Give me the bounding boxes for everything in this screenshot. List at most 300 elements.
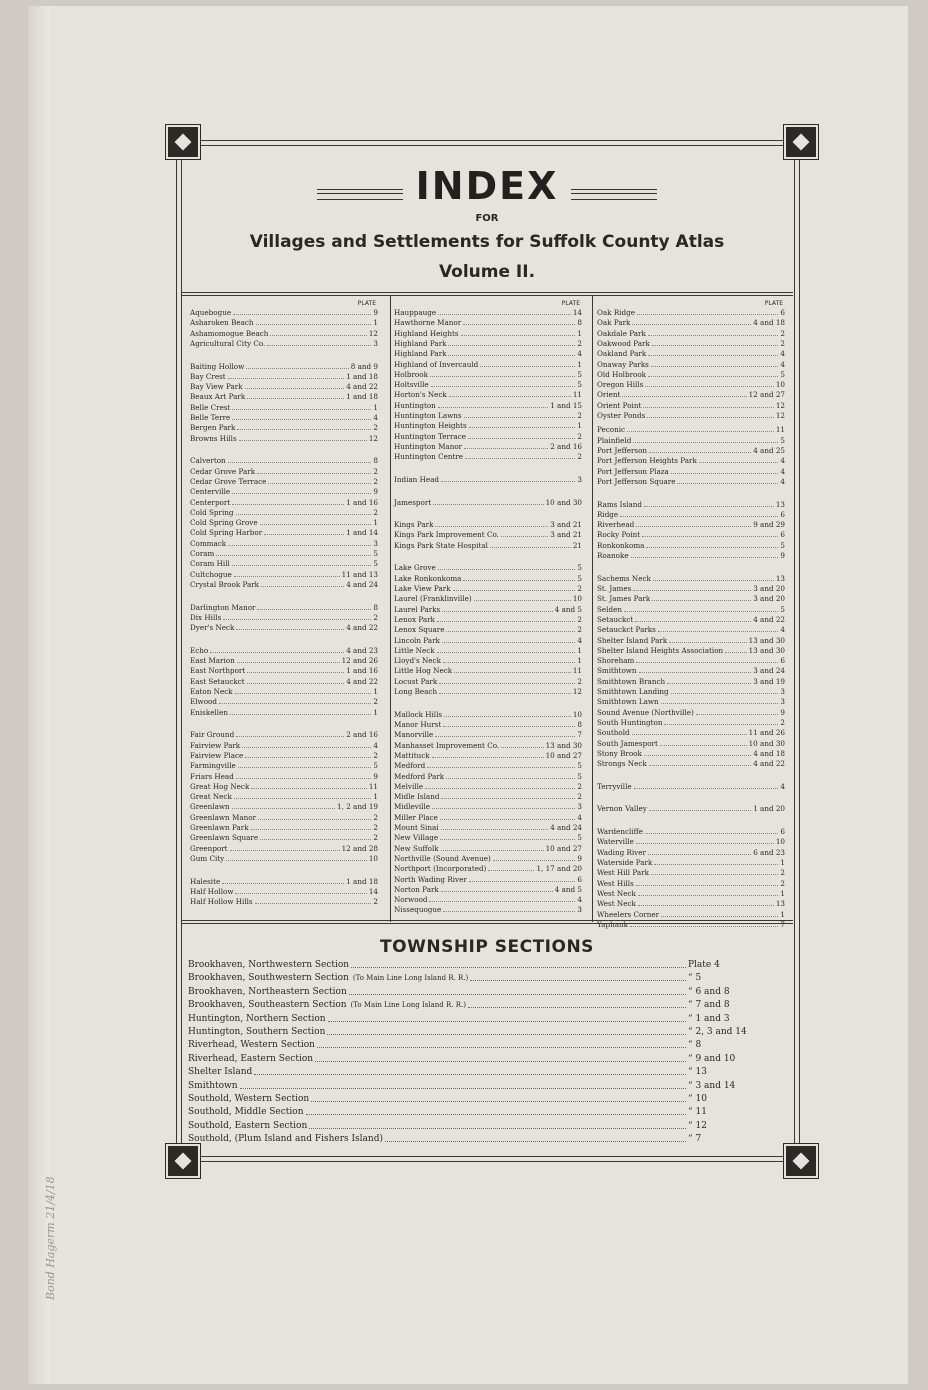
place-name: Sachems Neck (597, 573, 651, 583)
index-entry (394, 421, 582, 431)
plate-number: 4 (780, 359, 785, 369)
index-entry (597, 594, 785, 604)
place-name: Dyer's Neck (190, 623, 235, 633)
dot-leader (251, 782, 367, 789)
dot-leader (232, 487, 371, 494)
plate-number: 4 (780, 349, 785, 359)
plate-number: 6 (577, 874, 582, 884)
plate-number: 4 and 5 (554, 604, 582, 614)
index-entry (190, 403, 378, 413)
dot-leader (216, 549, 371, 556)
dot-leader (234, 570, 340, 577)
index-entry (394, 339, 582, 349)
dot-leader (256, 318, 372, 325)
township-row (188, 1120, 748, 1133)
place-name: Greenlawn Square (190, 833, 259, 843)
dot-leader (441, 885, 553, 892)
dot-leader (661, 697, 779, 704)
dot-leader (430, 370, 575, 377)
dot-leader (646, 541, 778, 548)
dot-leader (620, 510, 778, 517)
plate-number: 13 and 30 (748, 645, 785, 655)
dot-leader (639, 666, 752, 673)
place-name: Great Neck (190, 792, 232, 802)
dot-leader (633, 584, 751, 591)
plate-number: 3 (577, 474, 582, 484)
index-entry (597, 456, 785, 466)
index-entry (190, 603, 378, 613)
plate-number: 4 and 22 (753, 759, 785, 769)
dot-leader (242, 741, 371, 748)
plate-number: 2 (373, 612, 378, 622)
place-name: Shelter Island Heights Association (597, 645, 724, 655)
dot-leader (648, 370, 778, 377)
plate-number: 8 (373, 602, 378, 612)
index-entry (190, 362, 378, 372)
dot-leader (463, 574, 575, 581)
plate-number: 6 (780, 656, 785, 666)
place-name: Fairview Place (190, 750, 244, 760)
plate-number: 2 (373, 897, 378, 907)
plate-number: 13 and 30 (545, 740, 582, 750)
dot-leader (636, 520, 751, 527)
plate-number: 2 (577, 614, 582, 624)
index-entry (190, 730, 378, 740)
dot-leader (315, 1053, 686, 1062)
place-name: Strongs Neck (597, 759, 647, 769)
dot-leader (270, 329, 367, 336)
index-entry (190, 833, 378, 843)
dot-leader (461, 329, 576, 336)
plate-number: 2 (577, 452, 582, 462)
township-plate: “ 3 and 14 (688, 1080, 736, 1091)
place-name: Port Jefferson Square (597, 476, 676, 486)
plate-number: 1 (373, 792, 378, 802)
dot-leader (440, 813, 575, 820)
dot-leader (328, 1013, 686, 1022)
index-entry (190, 549, 378, 559)
dot-leader (651, 360, 779, 367)
plate-number: 1 (577, 359, 582, 369)
index-entry (190, 372, 378, 382)
plate-number: 1 (780, 858, 785, 868)
dot-leader (642, 530, 778, 537)
dot-leader (425, 782, 575, 789)
township-name: Smithtown (188, 1080, 238, 1091)
index-entry (597, 879, 785, 889)
plate-number: 1 and 15 (550, 400, 582, 410)
dot-leader (448, 349, 575, 356)
dot-leader (631, 551, 779, 558)
plate-number: 2 (373, 697, 378, 707)
township-plate: “ 7 (688, 1134, 702, 1145)
index-entry (394, 498, 582, 508)
plate-number: 6 (780, 509, 785, 519)
index-entry (394, 390, 582, 400)
index-entry (190, 877, 378, 887)
dot-leader (268, 477, 371, 484)
table-rule (181, 292, 793, 293)
plate-number: 8 (577, 318, 582, 328)
plate-number: 5 (780, 604, 785, 614)
index-entry (190, 498, 378, 508)
township-row (188, 1039, 748, 1052)
dot-leader (443, 905, 575, 912)
index-entry (190, 508, 378, 518)
index-entry (190, 772, 378, 782)
township-name: Riverhead, Western Section (188, 1040, 315, 1051)
plate-number: 14 (572, 308, 582, 317)
dot-leader (236, 772, 372, 779)
index-entry (190, 897, 378, 907)
place-name: Cedar Grove Park (190, 466, 256, 476)
dot-leader (470, 972, 686, 981)
dot-leader (437, 615, 576, 622)
index-entry (394, 442, 582, 452)
index-entry (190, 741, 378, 751)
place-name: Lenox Square (394, 625, 445, 635)
dot-leader (226, 854, 367, 861)
plate-number: 5 (780, 540, 785, 550)
index-entry (190, 677, 378, 687)
place-name: Manorville (394, 730, 434, 740)
plate-number: 4 (577, 895, 582, 905)
place-name: Ashamomogue Beach (190, 328, 269, 338)
dot-leader (627, 425, 774, 432)
dot-leader (464, 442, 548, 449)
index-entry (394, 452, 582, 462)
plate-number: 2 (780, 717, 785, 727)
index-entry (597, 687, 785, 697)
place-name: Nissequogue (394, 905, 442, 915)
column-divider (390, 296, 391, 922)
index-entry (190, 802, 378, 812)
index-entry (190, 392, 378, 402)
index-entry (597, 574, 785, 584)
place-name: Terryville (597, 781, 632, 791)
plate-number: 2 (780, 338, 785, 348)
dot-leader (427, 761, 575, 768)
index-column-1 (190, 300, 378, 920)
plate-number: 3 (577, 905, 582, 915)
dot-leader (661, 910, 778, 917)
plate-number: 9 (373, 771, 378, 781)
dot-leader (633, 436, 778, 443)
place-name: Bay View Park (190, 382, 243, 392)
dot-leader (441, 823, 549, 830)
plate-number: 2 (577, 781, 582, 791)
plate-number: 2 (577, 411, 582, 420)
plate-number: 3 (577, 802, 582, 812)
dot-leader (232, 413, 371, 420)
place-name: Smithtown Branch (597, 676, 666, 686)
dot-leader (632, 728, 747, 735)
place-name: Southold (597, 728, 630, 738)
index-entry (597, 584, 785, 594)
dot-leader (465, 452, 575, 459)
index-entry (597, 615, 785, 625)
index-entry (597, 318, 785, 328)
index-entry (597, 889, 785, 899)
place-name: Hawthorne Manor (394, 318, 462, 328)
index-entry (597, 718, 785, 728)
ornament-corner-icon (166, 125, 200, 159)
dot-leader (385, 1133, 686, 1142)
place-name: West Hills (597, 878, 634, 888)
township-row (188, 1053, 748, 1066)
place-name: Fairview Park (190, 740, 241, 750)
dot-leader (453, 584, 576, 591)
plate-number: 1 (373, 707, 378, 717)
dot-leader (480, 360, 575, 367)
plate-number: 1 (577, 656, 582, 666)
dot-leader (251, 823, 372, 830)
dot-leader (219, 697, 371, 704)
index-entry (597, 446, 785, 456)
dot-leader (254, 1066, 686, 1075)
index-entry (190, 580, 378, 590)
township-name: Huntington, Northern Section (188, 1013, 326, 1024)
plate-number: 9 (373, 308, 378, 317)
township-name: Brookhaven, Southeastern Section (188, 1000, 347, 1011)
plate-number: 13 and 30 (748, 635, 785, 645)
plate-number: 1 (577, 328, 582, 338)
place-name: Lenox Park (394, 614, 435, 624)
index-entry (597, 467, 785, 477)
place-name: Oak Ridge (597, 308, 635, 317)
index-entry (190, 487, 378, 497)
section-rule (181, 923, 793, 924)
plate-number: 8 (577, 720, 582, 729)
place-name: Half Hollow Hills (190, 897, 253, 907)
dot-leader (438, 563, 576, 570)
dot-leader (442, 636, 576, 643)
place-name: Locust Park (394, 676, 438, 686)
place-name: Baiting Hollow (190, 361, 245, 371)
place-name: West Neck (597, 899, 636, 909)
township-row (188, 986, 748, 999)
plate-number: 5 (577, 369, 582, 379)
plate-number: 2 (373, 423, 378, 433)
index-entry (394, 584, 582, 594)
dot-leader (238, 761, 372, 768)
place-name: Calverton (190, 456, 226, 466)
plate-number: 12 (775, 400, 785, 410)
dot-leader (645, 827, 778, 834)
index-entry (597, 666, 785, 676)
place-name: Manhasset Improvement Co. (394, 740, 500, 750)
ornament-corner-icon (784, 125, 818, 159)
township-plate: “ 1 and 3 (688, 1013, 730, 1024)
place-name: Miller Place (394, 812, 438, 822)
place-name: Crystal Brook Park (190, 579, 260, 589)
plate-number: 2 (577, 431, 582, 441)
township-row (188, 1013, 748, 1026)
index-entry (597, 308, 785, 318)
place-name: Greenport (190, 843, 228, 853)
plate-number: 13 (775, 499, 785, 509)
index-entry (394, 833, 582, 843)
index-entry (394, 864, 582, 874)
plate-number: 10 and 27 (545, 843, 582, 853)
place-name: Cold Spring Grove (190, 518, 258, 528)
plate-number: 7 (577, 730, 582, 740)
index-entry (394, 380, 582, 390)
index-entry (597, 360, 785, 370)
index-entry (597, 500, 785, 510)
page-title: INDEX (415, 164, 559, 208)
plate-number: 2 (577, 625, 582, 635)
place-name: Huntington Centre (394, 452, 464, 462)
plate-number: 4 (373, 413, 378, 423)
plate-number: 4 and 18 (753, 748, 785, 758)
place-name: Vernon Valley (597, 804, 647, 814)
township-row (188, 1026, 748, 1039)
plate-number: 4 (780, 456, 785, 466)
place-name: Aquebogue (190, 308, 232, 317)
place-name: Norwood (394, 895, 428, 905)
place-name: Gum City (190, 853, 225, 863)
index-entry (394, 636, 582, 646)
dot-leader (439, 687, 571, 694)
place-name: Manor Hurst (394, 720, 442, 729)
dot-leader (443, 656, 575, 663)
plate-number: 1 (780, 888, 785, 898)
ornament-corner-icon (784, 1144, 818, 1178)
dot-leader (247, 392, 344, 399)
plate-number: 9 (780, 551, 785, 561)
dot-leader (488, 864, 534, 871)
index-entry (394, 411, 582, 421)
dot-leader (438, 401, 548, 408)
index-entry (597, 749, 785, 759)
dot-leader (223, 613, 371, 620)
plate-number: 1 and 18 (346, 876, 378, 886)
place-name: Wading River (597, 847, 646, 857)
plate-number: 12 (572, 687, 582, 697)
place-name: Lincoln Park (394, 635, 440, 645)
index-column-3 (597, 300, 785, 929)
place-name: Ronkonkoma (597, 540, 645, 550)
dot-leader (309, 1120, 686, 1129)
index-entry (190, 623, 378, 633)
place-name: Port Jefferson (597, 446, 648, 456)
dot-leader (230, 708, 371, 715)
index-entry (190, 823, 378, 833)
township-row (188, 1093, 748, 1106)
dot-leader (236, 730, 344, 737)
dot-leader (463, 318, 575, 325)
plate-number: 11 (368, 781, 378, 791)
plate-number: 10 (775, 837, 785, 847)
index-entry (597, 899, 785, 909)
place-name: Ridge (597, 509, 619, 519)
dot-leader (635, 615, 751, 622)
index-entry (394, 761, 582, 771)
plate-number: 3 and 24 (753, 666, 785, 676)
plate-number: 3 (373, 538, 378, 548)
place-name: Darlington Manor (190, 602, 256, 612)
plate-number: 1 and 18 (346, 392, 378, 402)
dot-leader (648, 349, 778, 356)
plate-number: 4 and 23 (346, 645, 378, 655)
place-name: South Huntington (597, 717, 663, 727)
township-row (188, 1133, 748, 1146)
dot-leader (667, 677, 751, 684)
index-entry (597, 329, 785, 339)
index-entry (597, 477, 785, 487)
page-subtitle: Villages and Settlements for Suffolk County Atlas (249, 232, 725, 252)
index-entry (190, 646, 378, 656)
place-name: East Marion (190, 656, 235, 666)
index-entry (190, 339, 378, 349)
index-entry (190, 708, 378, 718)
plate-number: 2 (373, 823, 378, 832)
plate-number: 6 and 23 (753, 847, 785, 857)
place-name: Medford Park (394, 771, 445, 781)
index-entry (394, 541, 582, 551)
dot-leader (649, 759, 751, 766)
plate-number: 1, 2 and 19 (337, 802, 378, 812)
index-entry (597, 551, 785, 561)
column-divider (592, 296, 593, 922)
plate-number: 10 (775, 380, 785, 390)
plate-number: 4 and 5 (554, 884, 582, 894)
plate-number: 2 (373, 476, 378, 486)
index-entry (394, 349, 582, 359)
index-entry (394, 530, 582, 540)
plate-number: 2 (577, 792, 582, 802)
plate-number: 4 and 22 (753, 614, 785, 624)
index-entry (597, 541, 785, 551)
plate-number: 13 (775, 899, 785, 909)
place-name: Eniskellen (190, 707, 228, 717)
dot-leader (245, 382, 345, 389)
dot-leader (660, 739, 747, 746)
index-entry (394, 772, 582, 782)
index-entry (597, 708, 785, 718)
volume-label: Volume II. (438, 262, 536, 282)
dot-leader (431, 380, 576, 387)
place-name: Long Beach (394, 687, 438, 697)
index-entry (597, 530, 785, 540)
index-entry (190, 528, 378, 538)
place-name: Waterside Park (597, 858, 653, 868)
index-entry (394, 360, 582, 370)
plate-number: 12 (775, 411, 785, 420)
index-entry (597, 837, 785, 847)
township-plate: Plate 4 (688, 960, 720, 970)
dot-leader (632, 318, 751, 325)
index-entry (597, 782, 785, 792)
index-entry (597, 349, 785, 359)
dot-leader (449, 390, 571, 397)
plate-number: 9 (373, 487, 378, 497)
index-entry (394, 875, 582, 885)
index-entry (394, 329, 582, 339)
township-row (188, 972, 748, 985)
plate-number: 2 and 16 (346, 730, 378, 740)
plate-number: 4 (577, 635, 582, 645)
dot-leader (671, 687, 779, 694)
plate-number: 8 (373, 456, 378, 466)
dot-leader (654, 858, 778, 865)
plate-number: 11 (572, 666, 582, 676)
place-name: Greenlawn (190, 802, 230, 812)
place-name: Dix Hills (190, 612, 222, 622)
place-name: Norton Park (394, 884, 439, 894)
dot-leader (446, 625, 575, 632)
